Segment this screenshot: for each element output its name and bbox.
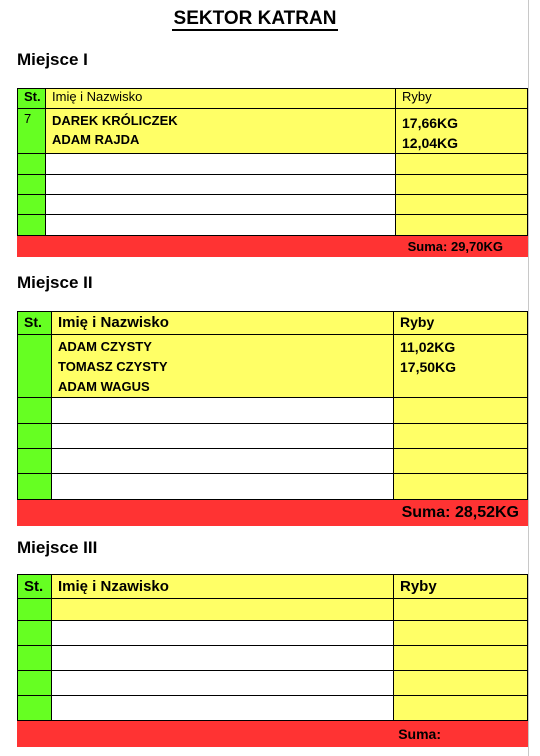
empty-row (18, 215, 528, 236)
table-header-row (18, 89, 528, 109)
competitor-name: TOMASZ CZYSTY (58, 359, 168, 374)
table-header-row (18, 575, 528, 599)
sum-value: Suma: (18, 721, 528, 747)
table-row (18, 599, 528, 621)
empty-row (18, 449, 528, 474)
place-1-table (17, 88, 528, 257)
names-cell (46, 109, 396, 154)
competitor-name: DAREK KRÓLICZEK (52, 113, 178, 128)
table-header-row (18, 312, 528, 335)
col-st-header: St. (18, 312, 52, 335)
sum-value: Suma: 28,52KG (18, 500, 528, 526)
empty-row (18, 175, 528, 195)
empty-row (18, 671, 528, 696)
empty-row (18, 696, 528, 721)
empty-row (18, 474, 528, 500)
stand-number: 7 (18, 109, 46, 154)
weights-cell (394, 335, 528, 398)
fish-weight: 17,50KG (400, 359, 457, 375)
place-1-heading: Miejsce I (17, 50, 88, 69)
col-ryby-header: Ryby (396, 89, 528, 109)
competitor-name: ADAM RAJDA (52, 132, 140, 147)
place-3-table (17, 574, 528, 747)
names-cell (52, 335, 394, 398)
title-text: SEKTOR KATRAN (173, 8, 337, 29)
place-2-heading: Miejsce II (17, 273, 93, 292)
stand-number (18, 335, 52, 398)
col-ryby-header: Ryby (394, 575, 528, 599)
competitor-name: ADAM CZYSTY (58, 339, 152, 354)
sum-row (18, 500, 528, 526)
empty-row (18, 154, 528, 175)
col-name-header: Imię i Nazwisko (46, 89, 396, 109)
page-title (0, 8, 510, 30)
competitor-name: ADAM WAGUS (58, 379, 150, 394)
col-st-header: St. (18, 89, 46, 109)
col-st-header: St. (18, 575, 52, 599)
col-name-header: Imię i Nazwisko (52, 312, 394, 335)
col-name-header: Imię i Nzawisko (52, 575, 394, 599)
sum-row (18, 721, 528, 747)
table-row (18, 335, 528, 398)
empty-row (18, 621, 528, 646)
empty-row (18, 424, 528, 449)
table-row (18, 109, 528, 154)
fish-weight: 17,66KG (402, 115, 459, 131)
place-2-table (17, 311, 528, 526)
empty-row (18, 195, 528, 215)
fish-weight: 12,04KG (402, 135, 459, 151)
weights-cell (396, 109, 528, 154)
empty-row (18, 398, 528, 424)
sum-row (18, 236, 528, 257)
page-edge (528, 0, 529, 756)
sum-value: Suma: 29,70KG (18, 236, 528, 257)
col-ryby-header: Ryby (394, 312, 528, 335)
empty-row (18, 646, 528, 671)
fish-weight: 11,02KG (400, 339, 456, 355)
place-3-heading: Miejsce III (17, 538, 98, 557)
